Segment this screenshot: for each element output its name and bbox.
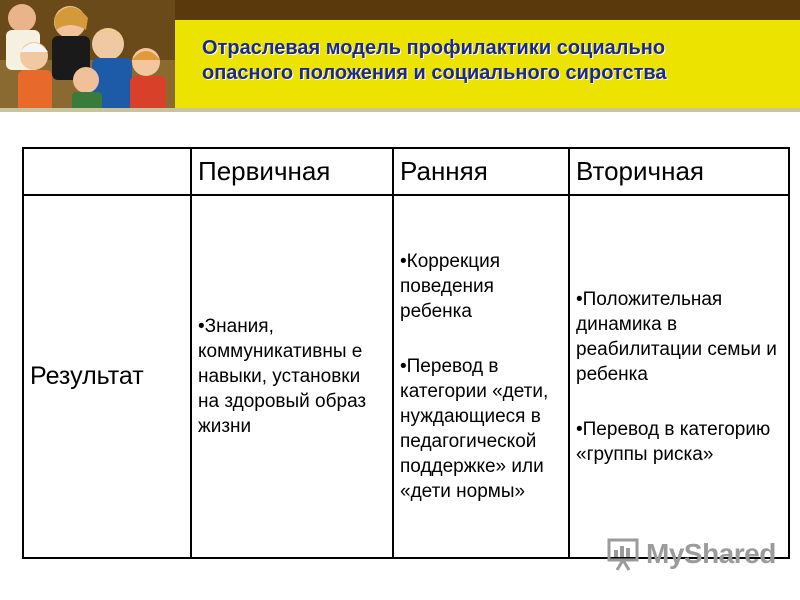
early-bullet-1: •Коррекция поведения ребенка (400, 251, 501, 322)
myshared-watermark (606, 536, 776, 572)
cell-secondary-result (569, 195, 789, 558)
row-label-result: Результат (23, 195, 191, 558)
header-shadow (0, 108, 800, 112)
primary-bullet-1: •Знания, коммуникативны е навыки, установки на здоровый образ жизни (198, 316, 367, 437)
table-header-row (23, 148, 789, 195)
secondary-bullet-1: •Положительная динамика в реабилитации семьи и ребенка (576, 288, 777, 385)
watermark-text: MyShared (646, 538, 776, 569)
title-line-1: Отраслевая модель профилактики социально (202, 37, 666, 59)
prevention-model-table (22, 147, 790, 559)
early-bullet-2: •Перевод в категории «дети, нуждающиеся в педагогической поддержке» или «дети нормы» (400, 356, 549, 502)
title-line-2: опасного положения и социального сиротства (202, 62, 667, 84)
slide-title (202, 36, 792, 86)
slide-header (0, 0, 800, 112)
cell-early-result (393, 195, 569, 558)
header-cell-empty (23, 148, 191, 195)
children-photo (0, 0, 175, 112)
cell-primary-result (191, 195, 393, 558)
secondary-bullet-2: •Перевод в категорию «группы риска» (576, 418, 771, 465)
presentation-board-icon (606, 536, 642, 572)
header-cell-secondary: Вторичная (569, 148, 789, 195)
header-cell-early: Ранняя (393, 148, 569, 195)
table-row-result (23, 195, 789, 558)
header-cell-primary: Первичная (191, 148, 393, 195)
